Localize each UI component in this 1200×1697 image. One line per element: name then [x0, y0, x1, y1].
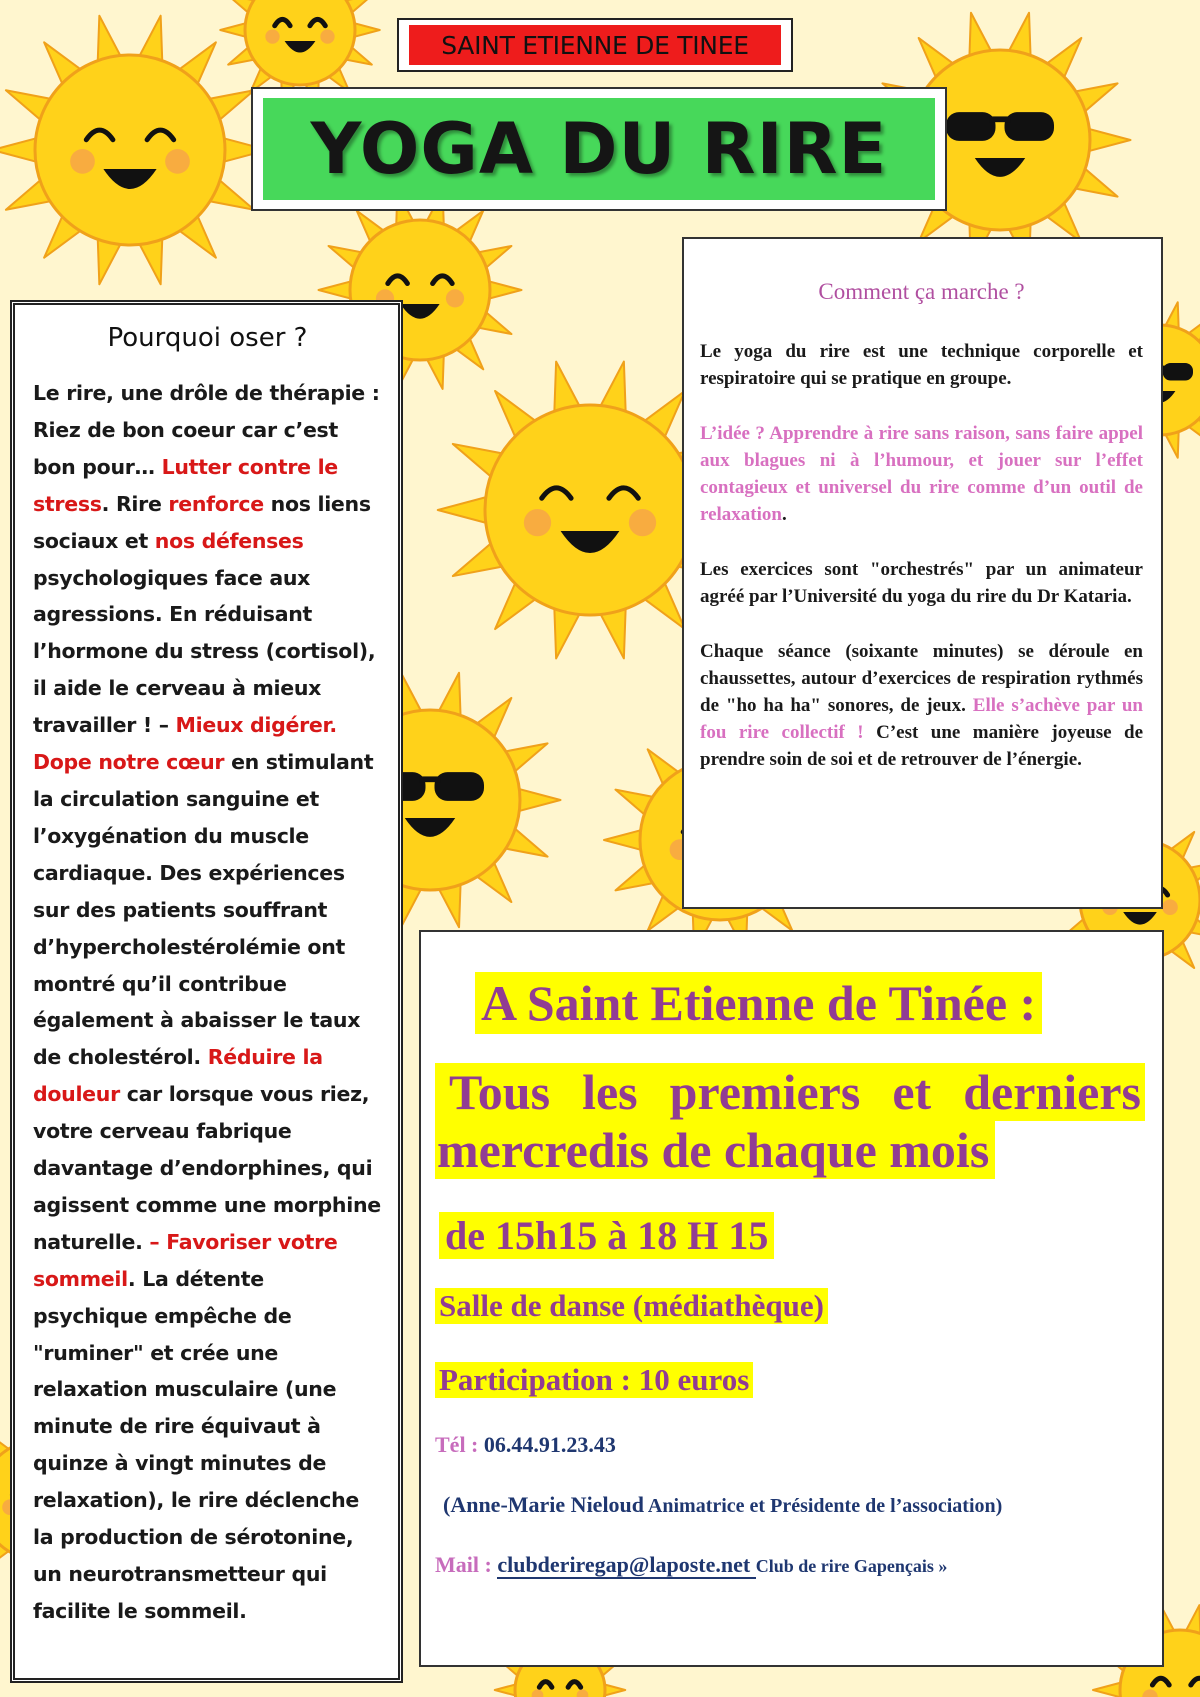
- town-name: SAINT ETIENNE DE TINEE: [409, 25, 781, 65]
- how-session-b: Elle s’achève par un fou rire collectif !: [700, 695, 1143, 743]
- phone-label: Tél :: [435, 1432, 484, 1457]
- schedule-word: Tous: [449, 1064, 551, 1120]
- why-segment: en stimulant la circulation sanguine et l’oxygénation du muscle cardiaque. Des expériences sur des patients souffrant d’hypercholestérolémie ont montré qu’il contribue également à abaisser le taux de cholestérol.: [33, 750, 374, 1070]
- how-session: [700, 638, 1143, 773]
- info-hours: de 15h15 à 18 H 15: [439, 1212, 774, 1259]
- contact-name: (Anne-Marie Nieloud: [443, 1492, 645, 1517]
- schedule-word: et: [892, 1064, 932, 1120]
- info-phone: [435, 1432, 616, 1458]
- why-highlight: renforce: [168, 491, 264, 516]
- how-intro: Le yoga du rire est une technique corporelle et respiratoire qui se pratique en groupe.: [700, 341, 1143, 389]
- how-exercises: Les exercices sont "orchestrés" par un animateur agréé par l’Université du yoga du rire du Dr Kataria.: [700, 559, 1143, 607]
- why-highlight: Réduire la douleur: [33, 1045, 323, 1107]
- why-segment: . La détente psychique empêche de "ruminer" et crée une relaxation musculaire (une minute de rire équivaut à quinze à vingt minutes de relaxation), le rire déclenche la production de sérotonine, un neurotransmetteur qui facilite le sommeil.: [33, 1266, 359, 1623]
- club-name: Club de rire Gapençais »: [755, 1556, 948, 1576]
- sun-icon: [0, 16, 268, 285]
- why-title: Pourquoi oser ?: [107, 323, 308, 353]
- schedule-line-2: mercredis de chaque mois: [435, 1121, 995, 1179]
- page-title: YOGA DU RIRE: [263, 98, 935, 200]
- phone-number[interactable]: 06.44.91.23.43: [483, 1432, 616, 1457]
- schedule-word: les: [582, 1064, 638, 1120]
- how-title: Comment ça marche ?: [818, 279, 1025, 304]
- how-session-c: C’est une manière joyeuse de prendre soin de soi et de retrouver de l’énergie.: [700, 722, 1143, 770]
- mail-label: Mail :: [435, 1552, 498, 1577]
- schedule-word: premiers: [669, 1064, 861, 1120]
- why-highlight: – Favoriser votre sommeil: [33, 1229, 338, 1291]
- how-idea: [700, 420, 1143, 528]
- why-highlight: nos défenses: [154, 528, 304, 553]
- why-segment: nos liens sociaux et: [33, 491, 371, 553]
- contact-role: Animatrice et Présidente de l’association): [644, 1495, 1003, 1517]
- why-highlight: Lutter contre le stress: [33, 454, 338, 516]
- info-contact: [443, 1492, 1002, 1518]
- schedule-line-1: [435, 1063, 1145, 1121]
- how-idea-end: .: [781, 504, 787, 525]
- why-highlight: Mieux digérer. Dope notre cœur: [33, 713, 337, 775]
- info-price: Participation : 10 euros: [435, 1362, 753, 1398]
- info-schedule: [435, 1063, 1145, 1179]
- town-banner: [397, 18, 793, 72]
- why-segment: . Rire: [101, 491, 169, 516]
- how-session-a: Chaque séance (soixante minutes) se déroule en chaussettes, autour d’exercices de respiration rythmés de "ho ha ha" sonores, de jeux.: [700, 641, 1143, 716]
- why-segment: car lorsque vous riez, votre cerveau fabrique davantage d’endorphines, qui agissent comme une morphine naturelle.: [33, 1082, 381, 1254]
- why-text: [33, 375, 382, 1630]
- info-box: [419, 930, 1164, 1667]
- how-box: [682, 237, 1163, 909]
- mail-link[interactable]: clubderiregap@laposte.net: [497, 1552, 756, 1577]
- info-mail: [435, 1552, 947, 1578]
- why-segment: psychologiques face aux agressions. En réduisant l’hormone du stress (cortisol), il aide le cerveau à mieux travailler ! –: [33, 565, 376, 738]
- info-location: A Saint Etienne de Tinée :: [475, 972, 1042, 1034]
- title-box: [251, 87, 947, 211]
- schedule-word: derniers: [963, 1064, 1141, 1120]
- how-idea-text: L’idée ? Apprendre à rire sans raison, sans faire appel aux blagues ni à l’humour, et jouer sur l’effet contagieux et universel du rire comme d’un outil de relaxation: [700, 423, 1143, 525]
- info-room: Salle de danse (médiathèque): [435, 1288, 828, 1324]
- why-box: [10, 300, 403, 1683]
- why-segment: Le rire, une drôle de thérapie : Riez de bon coeur car c’est bon pour…: [33, 381, 380, 479]
